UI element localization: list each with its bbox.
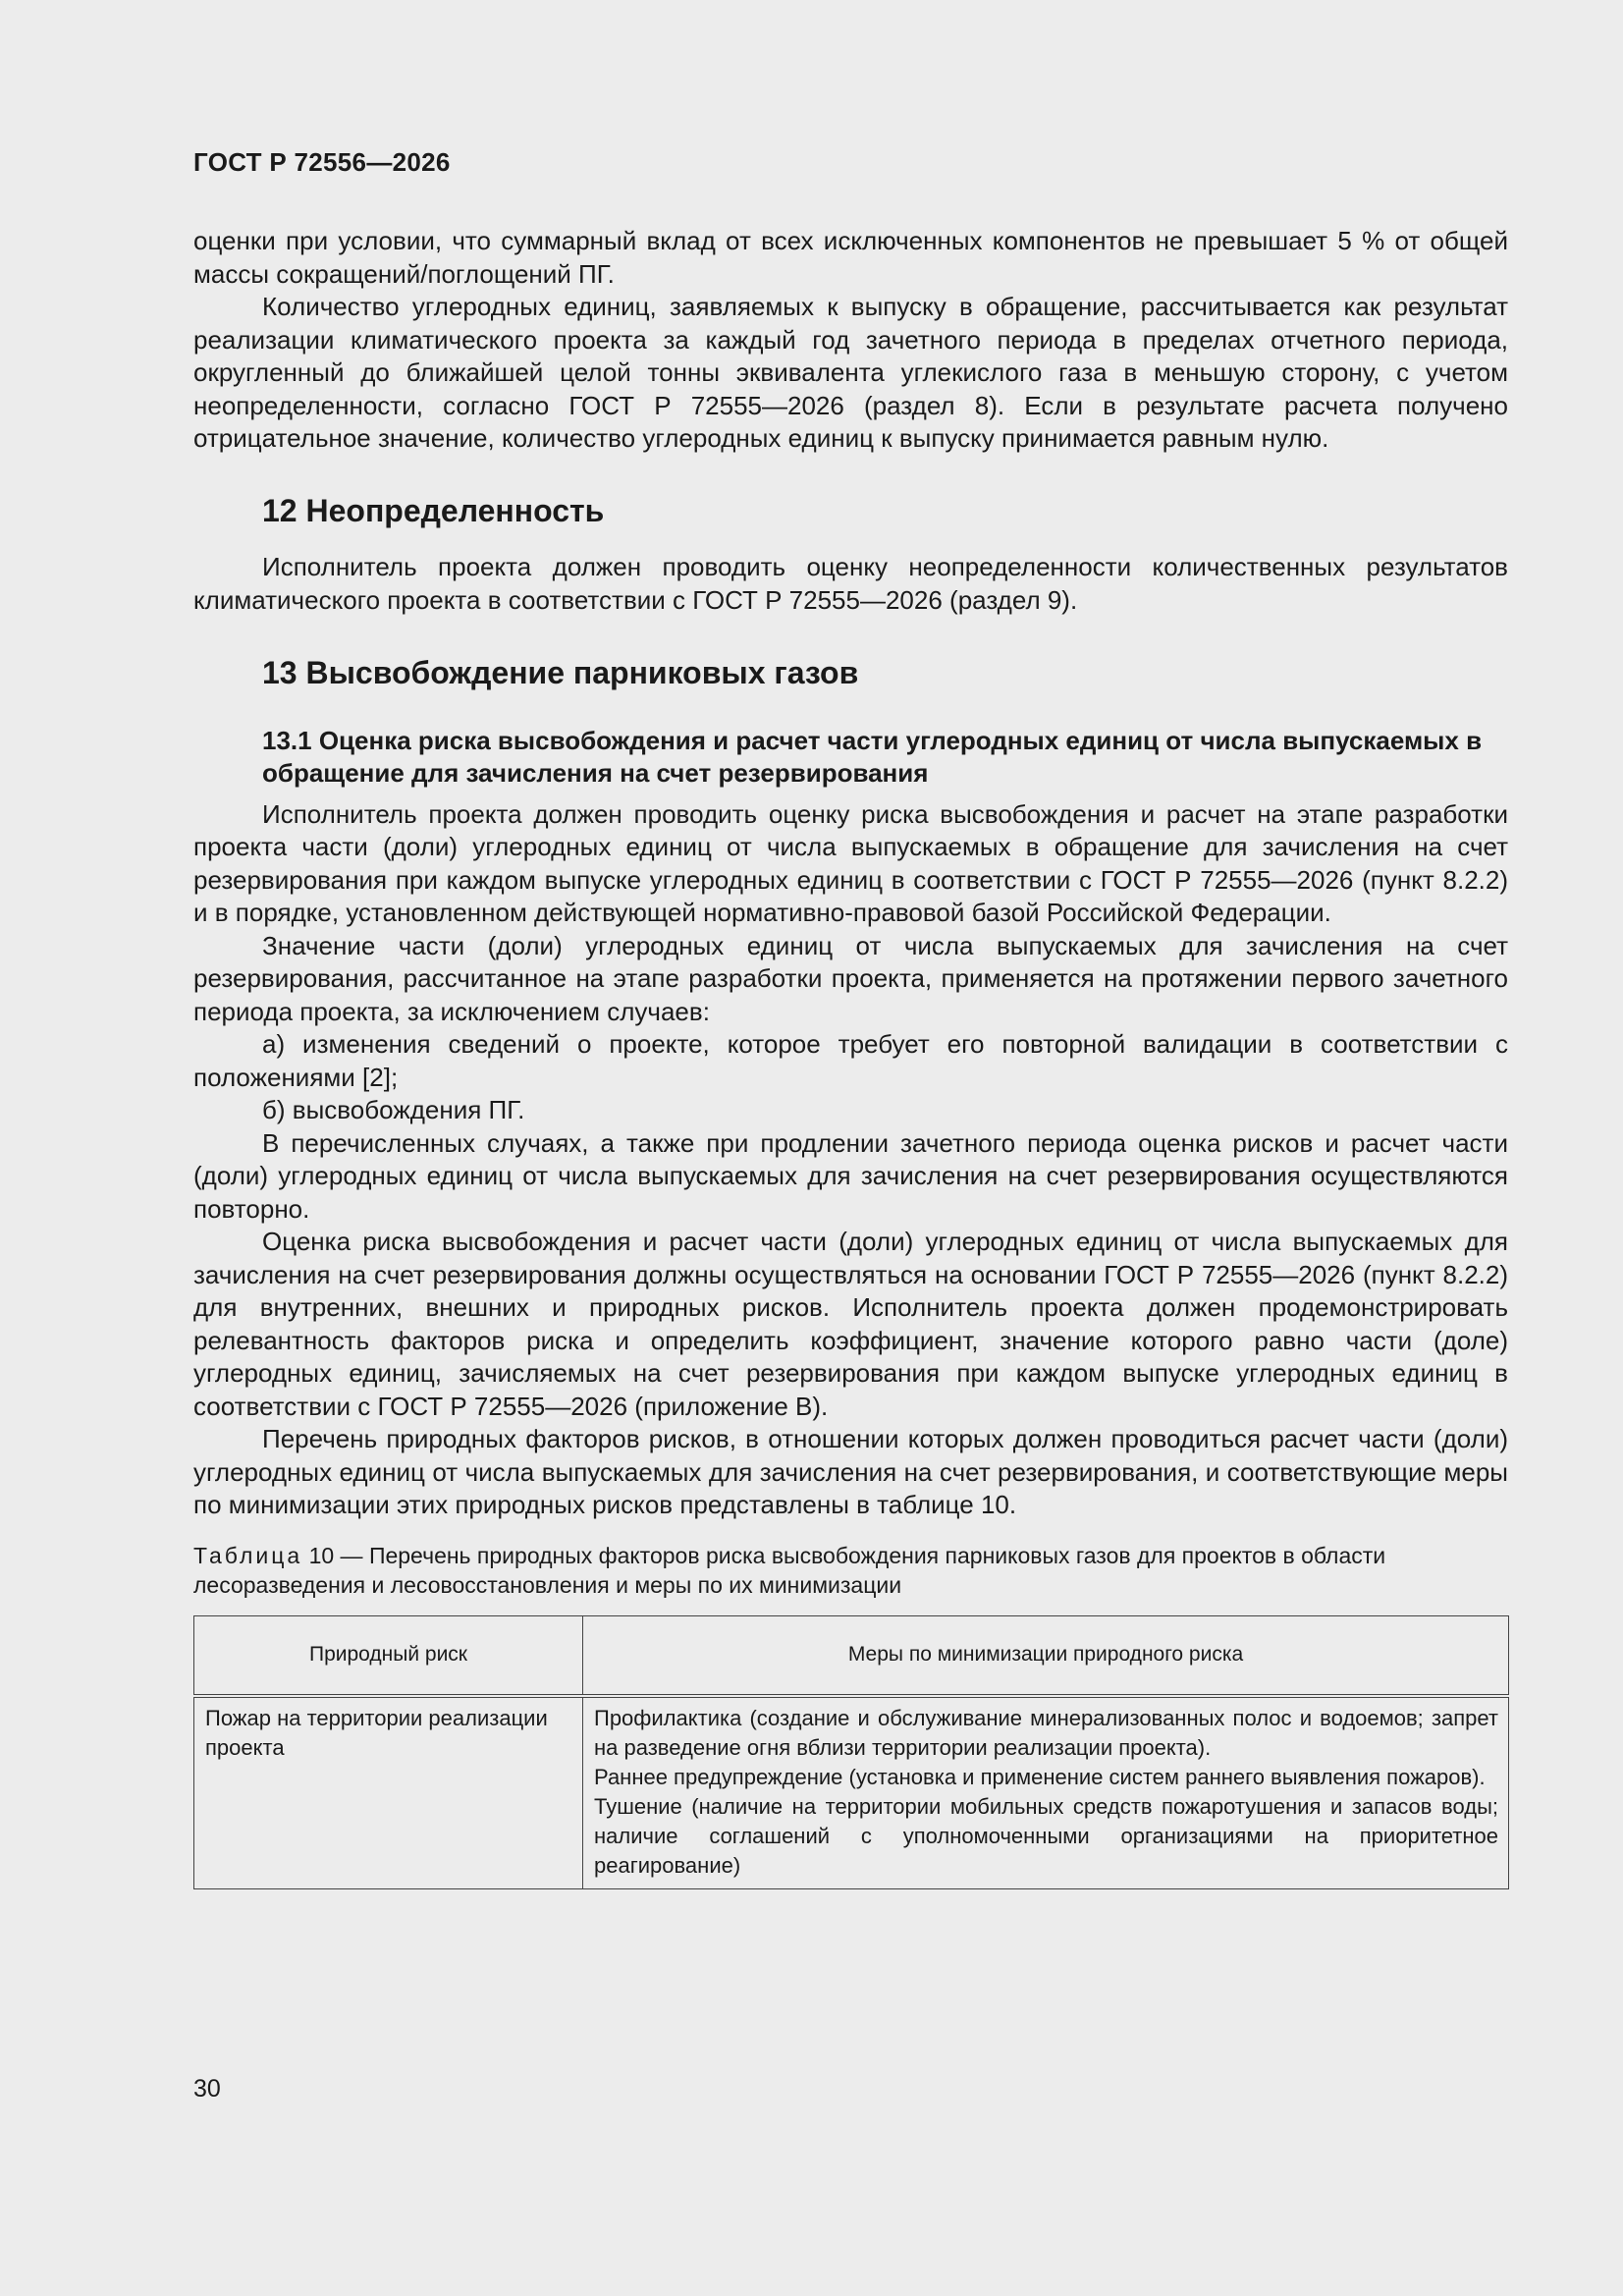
section-13-paragraph-1: Исполнитель проекта должен проводить оценку риска высвобождения и расчет на этапе разработки проекта части (доли) углеродных единиц от числа выпускаемых в обращение для зачисления на счет резервирования при каждом выпуске углеродных единиц в соответствии с ГОСТ Р 72555—2026 (пункт 8.2.2) и в порядке, установленном действующей нормативно-правовой базой Российской Федерации. [193,798,1508,927]
section-13-paragraph-5: Перечень природных факторов рисков, в отношении которых должен проводиться расчет части (доли) углеродных единиц от числа выпускаемых для зачисления на счет резервирования, и соответствующие меры по минимизации этих природных рисков представлены в таблице 10. [193,1424,1508,1519]
section-13-paragraph-3: В перечисленных случаях, а также при продлении зачетного периода оценка рисков и расчет части (доли) углеродных единиц от числа выпускаемых для зачисления на счет резервирования осуществляются повторно. [193,1127,1508,1224]
subsection-13-1-heading: 13.1 Оценка риска высвобождения и расчет части углеродных единиц от числа выпускаемых в обращение для зачисления на счет резервирования [262,725,1483,788]
intro-paragraph-continued: оценки при условии, что суммарный вклад от всех исключенных компонентов не превышает 5 % от общей массы сокращений/поглощений ПГ. [193,226,1508,289]
table-header-natural-risk: Природный риск [194,1615,583,1696]
table-caption-text: 10 — Перечень природных факторов риска высвобождения парниковых газов для проектов в области лесоразведения и лесовосстановления и меры по их минимизации [193,1542,1386,1598]
intro-paragraph-carbon-units: Количество углеродных единиц, заявляемых к выпуску в обращение, рассчитывается как результат реализации климатического проекта за каждый год зачетного периода в пределах отчетного периода, округленный до ближайшей целой тонны эквивалента углекислого газа в меньшую сторону, с учетом неопределенности, согласно ГОСТ Р 72555—2026 (раздел 8). Если в результате расчета получено отрицательное значение, количество углеродных единиц к выпуску принимается равным нулю. [193,292,1508,453]
section-12-heading: 12 Неопределенность [262,492,605,528]
section-13-paragraph-2: Значение части (доли) углеродных единиц от числа выпускаемых для зачисления на счет резервирования, рассчитанное на этапе разработки проекта, применяется на протяжении первого зачетного периода проекта, за исключением случаев: [193,930,1508,1026]
section-12-paragraph: Исполнитель проекта должен проводить оценку неопределенности количественных результатов климатического проекта в соответствии с ГОСТ Р 72555—2026 (раздел 9). [193,552,1508,615]
table-caption-label: Таблица [193,1542,303,1568]
section-13-heading: 13 Высвобождение парниковых газов [262,655,859,690]
section-13-paragraph-4: Оценка риска высвобождения и расчет части (доли) углеродных единиц от числа выпускаемых для зачисления на счет резервирования должны осуществляться на основании ГОСТ Р 72555—2026 (пункт 8.2.2) для внутренних, внешних и природных рисков. Исполнитель проекта должен продемонстрировать релевантность факторов риска и определить коэффициент, значение которого равно части (доле) углеродных единиц, зачисляемых на счет резервирования при каждом выпуске углеродных единиц в соответствии с ГОСТ Р 72555—2026 (приложение В). [193,1227,1508,1421]
table-header-mitigation-measures: Меры по минимизации природного риска [583,1615,1509,1696]
page-content [193,225,1508,1889]
page-number: 30 [193,2075,221,2103]
table-row [194,1696,1509,1889]
table-cell-risk: Пожар на территории реализации проекта [194,1696,583,1889]
table-10 [193,1615,1509,1889]
table-10-caption [193,1541,1508,1600]
measure-extinguishing: Тушение (наличие на территории мобильных средств пожаротушения и запасов воды; наличие соглашений с уполномоченными организациями на приоритетное реагирование) [594,1793,1498,1878]
table-cell-measures [583,1696,1509,1889]
list-item-a: а) изменения сведений о проекте, которое требует его повторной валидации в соответствии с положениями [2]; [193,1029,1508,1092]
measure-prevention: Профилактика (создание и обслуживание минерализованных полос и водоемов; запрет на разведение огня вблизи территории реализации проекта). [594,1705,1498,1760]
measure-early-warning: Раннее предупреждение (установка и применение систем раннего выявления пожаров). [594,1764,1486,1789]
list-item-b: б) высвобождения ПГ. [262,1095,525,1124]
document-header: ГОСТ Р 72556—2026 [193,147,451,177]
